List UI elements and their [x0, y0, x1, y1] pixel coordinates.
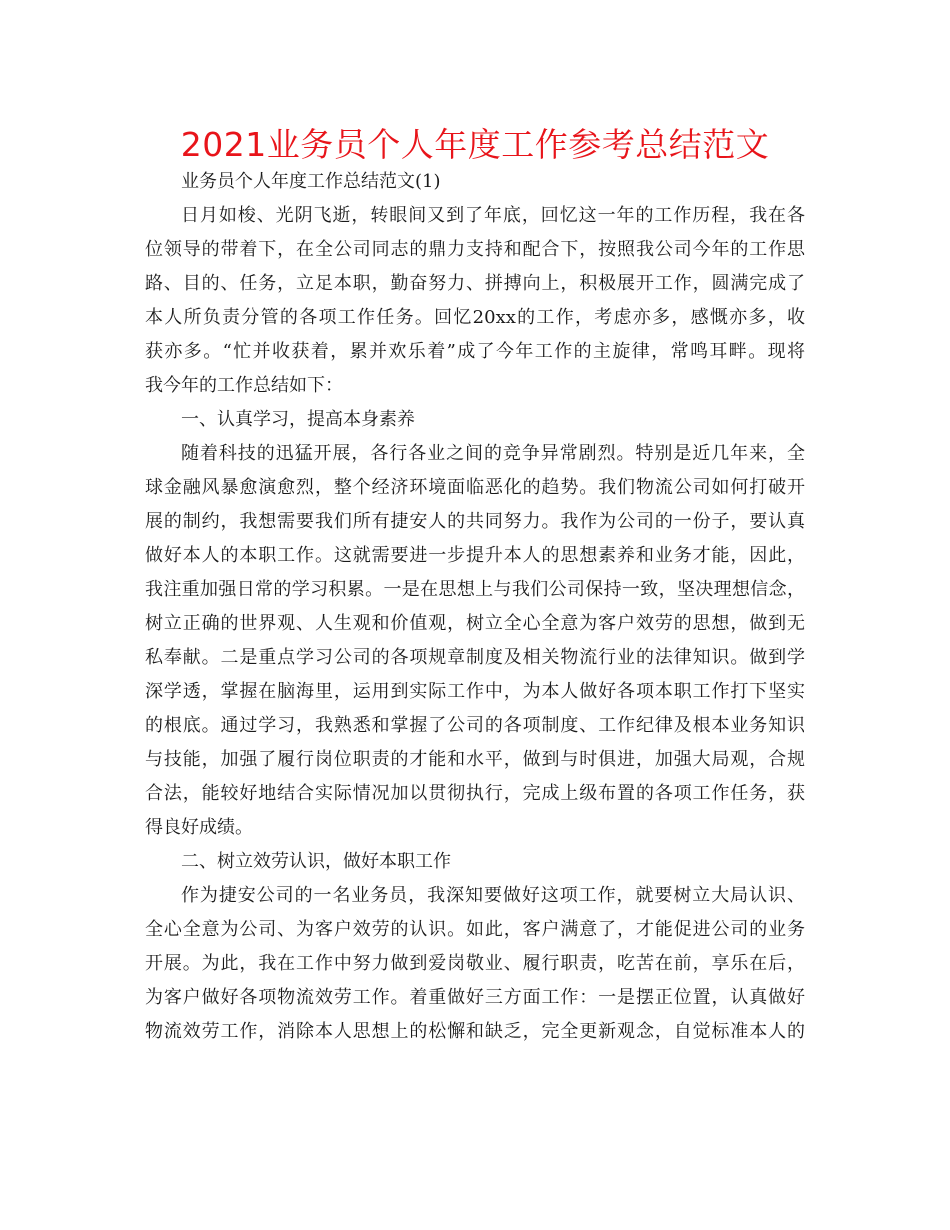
text-line: 一、认真学习，提高本身素养 [181, 409, 415, 430]
text-line: 我注重加强日常的学习积累。一是在思想上与我们公司保持一致，坚决理想信念， [145, 579, 805, 600]
text-line: 得良好成绩。 [145, 817, 253, 838]
text-line: 私奉献。二是重点学习公司的各项规章制度及相关物流行业的法律知识。做到学 [145, 647, 805, 668]
text-line: 全心全意为公司、为客户效劳的认识。如此，客户满意了，才能促进公司的业务 [145, 919, 805, 940]
document-body [145, 165, 805, 1049]
text-line: 与技能，加强了履行岗位职责的才能和水平，做到与时俱进，加强大局观，合规 [145, 749, 805, 770]
text-line: 获亦多。“忙并收获着，累并欢乐着”成了今年工作的主旋律，常鸣耳畔。现将 [145, 341, 805, 362]
text-line: 本人所负责分管的各项工作任务。回忆20xx的工作，考虑亦多，感慨亦多，收 [145, 307, 805, 328]
text-line: 日月如梭、光阴飞逝，转眼间又到了年底，回忆这一年的工作历程，我在各 [181, 205, 805, 226]
text-line: 合法，能较好地结合实际情况加以贯彻执行，完成上级布置的各项工作任务，获 [145, 783, 805, 804]
text-line: 做好本人的本职工作。这就需要进一步提升本人的思想素养和业务才能，因此， [145, 545, 805, 566]
text-line: 为客户做好各项物流效劳工作。着重做好三方面工作：一是摆正位置，认真做好 [145, 987, 805, 1008]
text-line: 树立正确的世界观、人生观和价值观，树立全心全意为客户效劳的思想，做到无 [145, 613, 805, 634]
text-line: 二、树立效劳认识，做好本职工作 [181, 851, 451, 872]
text-line: 球金融风暴愈演愈烈，整个经济环境面临恶化的趋势。我们物流公司如何打破开 [145, 477, 805, 498]
text-line: 随着科技的迅猛开展，各行各业之间的竞争异常剧烈。特别是近几年来，全 [181, 443, 805, 464]
text-line: 的根底。通过学习，我熟悉和掌握了公司的各项制度、工作纪律及根本业务知识 [145, 715, 805, 736]
document-title: 2021业务员个人年度工作参考总结范文 [180, 125, 770, 164]
text-line: 位领导的带着下，在全公司同志的鼎力支持和配合下，按照我公司今年的工作思 [145, 239, 805, 260]
text-line: 我今年的工作总结如下： [145, 375, 343, 396]
text-line: 业务员个人年度工作总结范文(1) [181, 171, 441, 192]
text-line: 路、目的、任务，立足本职，勤奋努力、拼搏向上，积极展开工作，圆满完成了 [145, 273, 805, 294]
text-line: 物流效劳工作，消除本人思想上的松懈和缺乏，完全更新观念，自觉标准本人的 [145, 1021, 805, 1042]
text-line: 展的制约，我想需要我们所有捷安人的共同努力。我作为公司的一份子，要认真 [145, 511, 805, 532]
text-line: 开展。为此，我在工作中努力做到爱岗敬业、履行职责，吃苦在前，享乐在后， [145, 953, 805, 974]
text-line: 作为捷安公司的一名业务员，我深知要做好这项工作，就要树立大局认识、 [181, 885, 805, 906]
text-line: 深学透，掌握在脑海里，运用到实际工作中，为本人做好各项本职工作打下坚实 [145, 681, 805, 702]
